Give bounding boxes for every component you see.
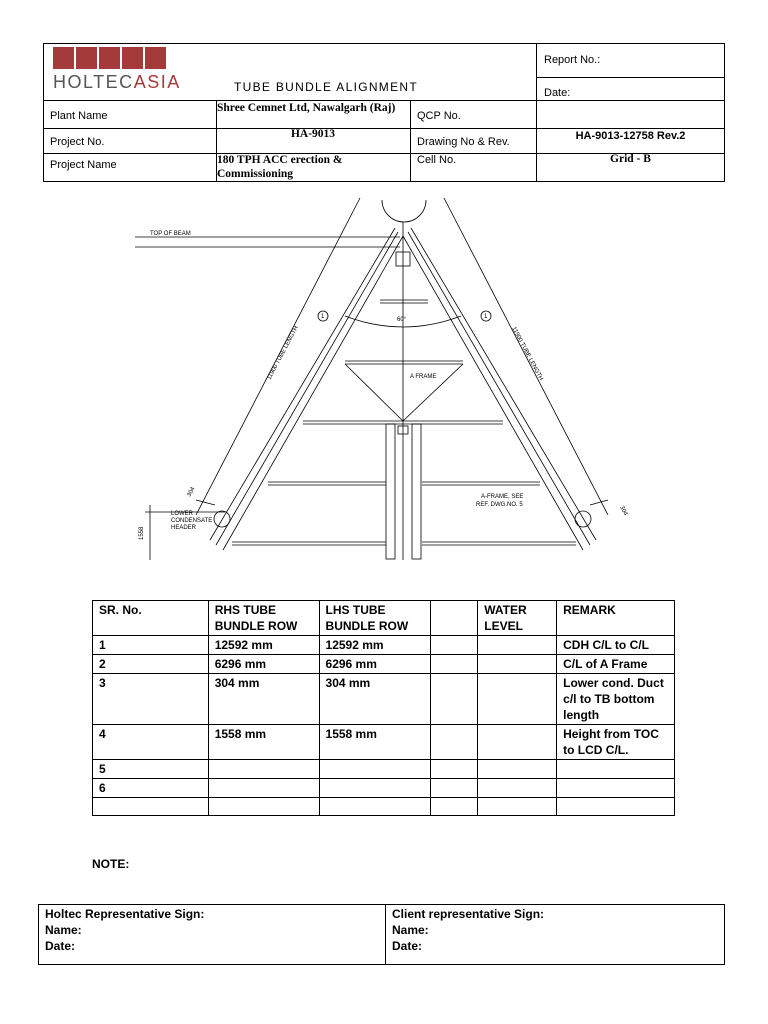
plant-name-value: Shree Cemnet Ltd, Nawalgarh (Raj) [217, 102, 396, 114]
date-label: Date: [544, 87, 571, 99]
holtec-name-label: Name: [45, 923, 82, 937]
table-cell: 1558 mm [319, 725, 431, 760]
client-signature-block [392, 906, 544, 954]
table-row [93, 725, 675, 760]
qcp-no-label: QCP No. [417, 110, 461, 122]
table-cell [478, 636, 557, 655]
table-cell [319, 779, 431, 798]
project-name-label: Project Name [50, 159, 117, 171]
table-header-cell: LHS TUBE BUNDLE ROW [319, 601, 431, 636]
table-cell [208, 779, 319, 798]
table-cell [431, 655, 478, 674]
client-name-label: Name: [392, 923, 429, 937]
table-cell: 6296 mm [319, 655, 431, 674]
holtec-date-label: Date: [45, 939, 76, 953]
table-cell: 3 [93, 674, 209, 725]
a-frame-ref-label: A-FRAME, SEE [481, 494, 524, 500]
table-cell [557, 798, 675, 816]
table-cell: 1 [93, 636, 209, 655]
table-cell: 12592 mm [208, 636, 319, 655]
table-cell [208, 798, 319, 816]
dim-1558-label: 1558 [139, 526, 145, 540]
drawing-no-value: HA-9013-12758 Rev.2 [575, 130, 686, 142]
table-cell [478, 760, 557, 779]
company-logo-text: HOLTECASIA [53, 72, 181, 92]
table-cell [93, 798, 209, 816]
table-row [93, 760, 675, 779]
lower-header-label: LOWER [171, 511, 194, 517]
table-cell [319, 798, 431, 816]
plant-name-label: Plant Name [50, 110, 108, 122]
table-row [93, 674, 675, 725]
table-cell [478, 655, 557, 674]
signature-divider [385, 905, 386, 964]
table-cell: Lower cond. Duct c/l to TB bottom length [557, 674, 675, 725]
table-cell [557, 760, 675, 779]
table-cell [208, 760, 319, 779]
project-no-label: Project No. [50, 136, 105, 148]
table-cell [478, 725, 557, 760]
table-cell: 2 [93, 655, 209, 674]
table-cell: 12592 mm [319, 636, 431, 655]
cell-no-value: Grid - B [610, 153, 651, 165]
tube-length-right-label: 11900 TUBE LENGTH [510, 326, 544, 382]
table-cell: 304 mm [319, 674, 431, 725]
table-cell [557, 779, 675, 798]
table-cell: Height from TOC to LCD C/L. [557, 725, 675, 760]
table-header-cell [431, 601, 478, 636]
holtec-signature-block [45, 906, 204, 954]
table-cell: CDH C/L to C/L [557, 636, 675, 655]
table-cell: 6 [93, 779, 209, 798]
lower-header-label-3: HEADER [171, 525, 197, 531]
table-cell: 304 mm [208, 674, 319, 725]
table-row [93, 655, 675, 674]
top-of-beam-label: TOP OF BEAM [150, 231, 191, 237]
drawing-no-label: Drawing No & Rev. [417, 136, 510, 148]
table-cell [431, 779, 478, 798]
client-sign-label: Client representative Sign: [392, 907, 545, 921]
lower-header-label-2: CONDENSATE [171, 518, 213, 524]
table-cell: C/L of A Frame [557, 655, 675, 674]
table-cell: 6296 mm [208, 655, 319, 674]
project-no-value: HA-9013 [290, 128, 336, 140]
table-header-cell: SR. No. [93, 601, 209, 636]
table-row [93, 636, 675, 655]
dim-304-right-label: 304 [618, 505, 629, 517]
cell-no-label: Cell No. [417, 154, 457, 166]
table-cell: 5 [93, 760, 209, 779]
table-row [93, 779, 675, 798]
table-row [93, 798, 675, 816]
table-header-cell: WATER LEVEL [478, 601, 557, 636]
table-cell: 4 [93, 725, 209, 760]
project-name-value: 180 TPH ACC erection & Commissioning [217, 154, 343, 180]
table-cell [431, 798, 478, 816]
holtec-sign-label: Holtec Representative Sign: [45, 907, 205, 921]
table-header-row [93, 601, 675, 636]
note-label: NOTE: [92, 857, 130, 871]
table-cell [431, 674, 478, 725]
client-date-label: Date: [392, 939, 423, 953]
angle-label: 60° [397, 317, 407, 323]
table-cell [478, 798, 557, 816]
report-no-label: Report No.: [544, 54, 601, 66]
table-header-cell: RHS TUBE BUNDLE ROW [208, 601, 319, 636]
document-title: TUBE BUNDLE ALIGNMENT [234, 80, 418, 94]
table-cell [431, 760, 478, 779]
table-cell [431, 725, 478, 760]
table-cell [319, 760, 431, 779]
table-cell [431, 636, 478, 655]
table-cell [478, 779, 557, 798]
callout-left: 1 [321, 314, 325, 320]
callout-right: 1 [484, 314, 488, 320]
a-frame-label: A FRAME [410, 374, 437, 380]
a-frame-ref-label-2: REF. DWG.NO. 5 [476, 502, 523, 508]
table-cell: 1558 mm [208, 725, 319, 760]
table-cell [478, 674, 557, 725]
dim-304-left-label: 304 [186, 486, 197, 498]
alignment-table [92, 600, 675, 816]
signature-box [38, 904, 725, 965]
table-header-cell: REMARK [557, 601, 675, 636]
tube-length-left-label: 11900 TUBE LENGTH [266, 325, 300, 381]
